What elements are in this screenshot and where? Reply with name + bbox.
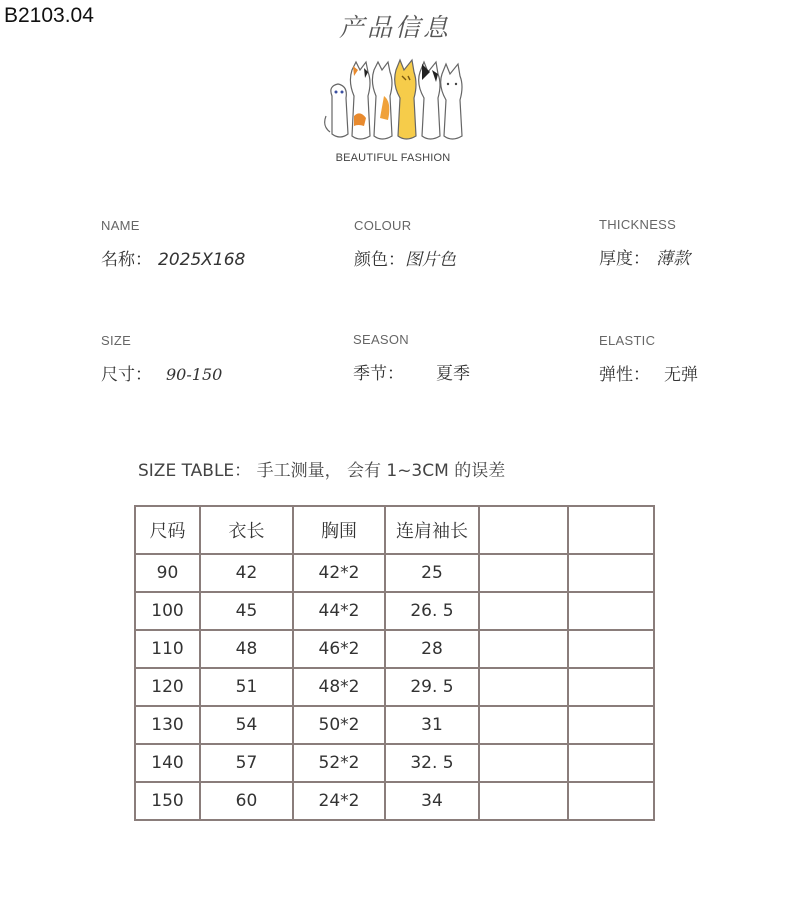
table-cell: 32. 5 — [385, 744, 479, 782]
name-value: 2025X168 — [158, 250, 246, 270]
season-field — [353, 332, 470, 384]
brand-logo — [318, 56, 468, 168]
table-cell: 52*2 — [293, 744, 385, 782]
table-header-cell — [568, 506, 654, 554]
table-cell: 150 — [135, 782, 200, 820]
season-value: 夏季 — [436, 364, 470, 384]
name-label-en: NAME — [101, 218, 140, 233]
table-cell — [568, 706, 654, 744]
table-cell: 48*2 — [293, 668, 385, 706]
page-heading: 产品信息 — [338, 13, 451, 42]
table-cell — [479, 706, 568, 744]
table-cell: 57 — [200, 744, 293, 782]
table-row — [135, 592, 654, 630]
name-label-zh: 名称： — [101, 250, 152, 270]
table-cell — [479, 782, 568, 820]
colour-label-zh: 颜色： — [354, 250, 405, 270]
table-header-row — [135, 506, 654, 554]
table-cell: 44*2 — [293, 592, 385, 630]
table-cell — [479, 554, 568, 592]
table-cell: 28 — [385, 630, 479, 668]
table-header-cell: 胸围 — [293, 506, 385, 554]
table-row — [135, 744, 654, 782]
colour-label-en: COLOUR — [354, 218, 412, 233]
table-cell: 42*2 — [293, 554, 385, 592]
table-cell — [479, 744, 568, 782]
table-cell: 51 — [200, 668, 293, 706]
table-cell: 24*2 — [293, 782, 385, 820]
table-cell: 60 — [200, 782, 293, 820]
table-cell — [568, 744, 654, 782]
table-cell: 34 — [385, 782, 479, 820]
elastic-field — [599, 333, 698, 385]
table-cell — [479, 592, 568, 630]
elastic-value: 无弹 — [664, 365, 698, 385]
season-label-zh: 季节： — [353, 364, 404, 384]
table-row — [135, 554, 654, 592]
table-cell — [479, 630, 568, 668]
thickness-label-en: THICKNESS — [599, 217, 677, 232]
table-cell — [568, 554, 654, 592]
table-cell: 90 — [135, 554, 200, 592]
table-header-cell — [479, 506, 568, 554]
table-cell: 50*2 — [293, 706, 385, 744]
table-cell: 29. 5 — [385, 668, 479, 706]
table-cell: 31 — [385, 706, 479, 744]
size-table-title: SIZE TABLE： 手工测量， 会有 1~3CM 的误差 — [138, 461, 506, 481]
season-label-en: SEASON — [353, 332, 409, 347]
table-cell: 54 — [200, 706, 293, 744]
elastic-label-en: ELASTIC — [599, 333, 656, 348]
logo-caption: BEAUTIFUL FASHION — [335, 152, 451, 164]
table-cell — [568, 668, 654, 706]
table-cell: 25 — [385, 554, 479, 592]
table-row — [135, 668, 654, 706]
table-header-cell: 连肩袖长 — [385, 506, 479, 554]
table-cell — [568, 782, 654, 820]
name-field — [101, 218, 245, 270]
table-cell — [568, 630, 654, 668]
size-label-zh: 尺寸： — [101, 365, 152, 385]
elastic-label-zh: 弹性： — [599, 365, 650, 385]
size-label-en: SIZE — [101, 333, 132, 348]
size-field — [101, 333, 222, 385]
table-cell: 48 — [200, 630, 293, 668]
table-cell: 120 — [135, 668, 200, 706]
table-cell: 26. 5 — [385, 592, 479, 630]
product-code: B2103.04 — [4, 4, 94, 27]
table-cell: 100 — [135, 592, 200, 630]
table-cell: 45 — [200, 592, 293, 630]
colour-value: 图片色 — [405, 250, 456, 270]
table-cell: 110 — [135, 630, 200, 668]
table-row — [135, 630, 654, 668]
table-cell — [479, 668, 568, 706]
table-row — [135, 782, 654, 820]
cats-illustration-icon — [318, 56, 468, 152]
thickness-field — [599, 217, 690, 269]
size-table — [134, 505, 655, 821]
size-value: 90-150 — [166, 365, 223, 384]
table-cell: 46*2 — [293, 630, 385, 668]
thickness-value: 薄款 — [656, 249, 690, 269]
table-cell — [568, 592, 654, 630]
table-header-cell: 衣长 — [200, 506, 293, 554]
table-row — [135, 706, 654, 744]
table-header-cell: 尺码 — [135, 506, 200, 554]
table-cell: 42 — [200, 554, 293, 592]
colour-field — [354, 218, 456, 270]
table-cell: 130 — [135, 706, 200, 744]
thickness-label-zh: 厚度： — [599, 249, 650, 269]
table-cell: 140 — [135, 744, 200, 782]
